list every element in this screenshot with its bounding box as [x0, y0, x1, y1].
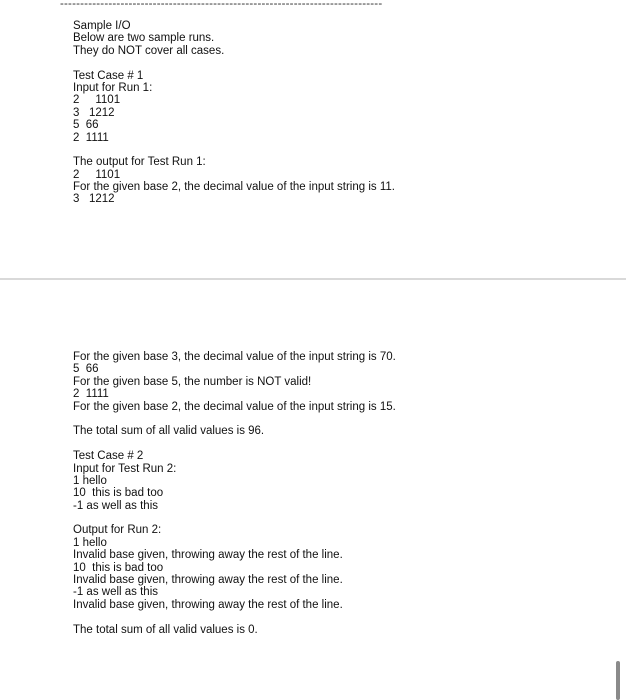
- doc-line: Below are two sample runs.: [73, 32, 215, 45]
- doc-line: Output for Run 2:: [73, 524, 162, 537]
- doc-line: Sample I/O: [73, 20, 131, 32]
- doc-line: 2 1111: [73, 388, 109, 401]
- doc-line: The total sum of all valid values is 96.: [73, 425, 265, 438]
- doc-line: 2 1101: [73, 94, 121, 107]
- doc-line: For the given base 5, the number is NOT valid!: [73, 375, 312, 388]
- doc-line: 3 1212: [73, 193, 115, 206]
- document-page-2: [0, 280, 626, 700]
- blank-line: [73, 57, 395, 69]
- doc-line: For the given base 2, the decimal value of the input string is 15.: [73, 400, 396, 413]
- dashed-separator: --------------------------------------------------------------------------------: [60, 0, 383, 8]
- blank-line: [73, 611, 396, 623]
- scrollbar-thumb[interactable]: [616, 661, 620, 700]
- doc-line: Test Case # 2: [73, 450, 144, 463]
- doc-line: 10 this is bad too: [73, 487, 164, 500]
- page-1-text-block: [73, 20, 395, 206]
- doc-line: 5 66: [73, 119, 99, 132]
- doc-line: For the given base 3, the decimal value of the input string is 70.: [73, 351, 396, 363]
- blank-line: [73, 413, 396, 425]
- doc-line: Test Case # 1: [73, 69, 144, 82]
- doc-line: -1 as well as this: [73, 586, 159, 599]
- doc-line: 3 1212: [73, 106, 115, 119]
- doc-line: Input for Test Run 2:: [73, 462, 177, 475]
- doc-line: They do NOT cover all cases.: [73, 44, 225, 57]
- blank-line: [73, 512, 396, 524]
- page-2-text-block: [73, 351, 396, 636]
- doc-line: Invalid base given, throwing away the rest of the line.: [73, 574, 343, 587]
- doc-line: 5 66: [73, 363, 99, 376]
- doc-line: The total sum of all valid values is 0.: [73, 623, 258, 636]
- doc-line: 10 this is bad too: [73, 561, 164, 574]
- document-page-1: [0, 0, 626, 278]
- doc-line: 1 hello: [73, 536, 107, 549]
- doc-line: 1 hello: [73, 474, 107, 487]
- doc-line: -1 as well as this: [73, 499, 159, 512]
- blank-line: [73, 438, 396, 450]
- blank-line: [73, 144, 395, 156]
- doc-line: 2 1101: [73, 168, 121, 181]
- doc-line: Invalid base given, throwing away the rest of the line.: [73, 549, 343, 562]
- doc-line: The output for Test Run 1:: [73, 156, 206, 169]
- doc-line: For the given base 2, the decimal value of the input string is 11.: [73, 181, 395, 194]
- doc-line: Invalid base given, throwing away the rest of the line.: [73, 598, 343, 611]
- doc-line: 2 1111: [73, 131, 109, 144]
- doc-line: Input for Run 1:: [73, 81, 153, 94]
